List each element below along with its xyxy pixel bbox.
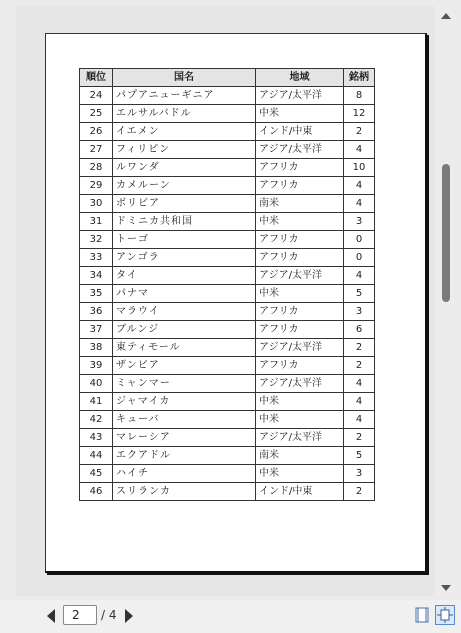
- table-row: [80, 285, 375, 303]
- next-page-button[interactable]: [123, 608, 135, 624]
- cell-count: 2: [344, 339, 375, 357]
- table-row: [80, 321, 375, 339]
- cell-country: スリランカ: [113, 483, 256, 501]
- cell-count: 4: [344, 141, 375, 159]
- cell-country: ミャンマー: [113, 375, 256, 393]
- cell-rank: 26: [80, 123, 113, 141]
- cell-count: 3: [344, 303, 375, 321]
- cell-count: 4: [344, 195, 375, 213]
- cell-count: 2: [344, 123, 375, 141]
- cell-count: 10: [344, 159, 375, 177]
- page-width-button[interactable]: [413, 605, 431, 625]
- table-row: [80, 213, 375, 231]
- preview-page: [45, 33, 427, 573]
- cell-count: 4: [344, 177, 375, 195]
- cell-country: エクアドル: [113, 447, 256, 465]
- header-rank: 順位: [80, 69, 113, 87]
- cell-country: カメルーン: [113, 177, 256, 195]
- cell-region: アフリカ: [256, 231, 344, 249]
- cell-rank: 38: [80, 339, 113, 357]
- page-total-label: / 4: [101, 608, 117, 622]
- cell-region: 中米: [256, 465, 344, 483]
- cell-rank: 41: [80, 393, 113, 411]
- cell-count: 4: [344, 267, 375, 285]
- table-row: [80, 231, 375, 249]
- cell-rank: 42: [80, 411, 113, 429]
- cell-region: アジア/太平洋: [256, 375, 344, 393]
- cell-country: イエメン: [113, 123, 256, 141]
- whole-page-button[interactable]: [435, 605, 455, 625]
- table-row: [80, 267, 375, 285]
- header-country: 国名: [113, 69, 256, 87]
- cell-rank: 40: [80, 375, 113, 393]
- cell-country: キューバ: [113, 411, 256, 429]
- table-header-row: [80, 69, 375, 87]
- cell-country: マラウイ: [113, 303, 256, 321]
- cell-region: インド/中東: [256, 123, 344, 141]
- ranking-table: [79, 68, 375, 501]
- header-count: 銘柄: [344, 69, 375, 87]
- cell-region: アフリカ: [256, 177, 344, 195]
- table-row: [80, 429, 375, 447]
- table-row: [80, 177, 375, 195]
- table-row: [80, 159, 375, 177]
- cell-region: アジア/太平洋: [256, 87, 344, 105]
- scroll-down-button[interactable]: [437, 580, 455, 596]
- cell-country: タイ: [113, 267, 256, 285]
- cell-country: ドミニカ共和国: [113, 213, 256, 231]
- cell-rank: 34: [80, 267, 113, 285]
- cell-rank: 24: [80, 87, 113, 105]
- cell-region: アジア/太平洋: [256, 429, 344, 447]
- cell-country: アンゴラ: [113, 249, 256, 267]
- cell-country: エルサルバドル: [113, 105, 256, 123]
- cell-count: 4: [344, 393, 375, 411]
- cell-rank: 44: [80, 447, 113, 465]
- cell-rank: 35: [80, 285, 113, 303]
- cell-country: ジャマイカ: [113, 393, 256, 411]
- cell-country: パナマ: [113, 285, 256, 303]
- table-row: [80, 411, 375, 429]
- cell-count: 3: [344, 465, 375, 483]
- table-row: [80, 483, 375, 501]
- cell-count: 0: [344, 249, 375, 267]
- cell-count: 4: [344, 411, 375, 429]
- table-row: [80, 123, 375, 141]
- cell-region: インド/中東: [256, 483, 344, 501]
- cell-country: ザンビア: [113, 357, 256, 375]
- cell-region: アフリカ: [256, 303, 344, 321]
- table-row: [80, 87, 375, 105]
- cell-rank: 43: [80, 429, 113, 447]
- cell-country: 東ティモール: [113, 339, 256, 357]
- cell-country: トーゴ: [113, 231, 256, 249]
- cell-country: フィリピン: [113, 141, 256, 159]
- cell-region: 中米: [256, 393, 344, 411]
- vertical-scrollbar[interactable]: [437, 6, 455, 598]
- triangle-left-icon: [47, 609, 55, 623]
- cell-count: 2: [344, 357, 375, 375]
- previous-page-button[interactable]: [45, 608, 57, 624]
- cell-rank: 30: [80, 195, 113, 213]
- triangle-right-icon: [125, 609, 133, 623]
- scroll-thumb[interactable]: [442, 164, 450, 302]
- table-row: [80, 303, 375, 321]
- cell-rank: 33: [80, 249, 113, 267]
- cell-country: ルワンダ: [113, 159, 256, 177]
- cell-rank: 39: [80, 357, 113, 375]
- cell-count: 5: [344, 447, 375, 465]
- cell-rank: 27: [80, 141, 113, 159]
- cell-count: 2: [344, 483, 375, 501]
- table-row: [80, 339, 375, 357]
- cell-region: 中米: [256, 285, 344, 303]
- table-row: [80, 357, 375, 375]
- cell-region: アジア/太平洋: [256, 141, 344, 159]
- cell-count: 3: [344, 213, 375, 231]
- cell-rank: 28: [80, 159, 113, 177]
- cell-rank: 45: [80, 465, 113, 483]
- cell-region: 中米: [256, 105, 344, 123]
- cell-region: アジア/太平洋: [256, 267, 344, 285]
- cell-count: 8: [344, 87, 375, 105]
- cell-rank: 32: [80, 231, 113, 249]
- cell-country: ボリビア: [113, 195, 256, 213]
- table-row: [80, 465, 375, 483]
- cell-region: 南米: [256, 447, 344, 465]
- cell-count: 2: [344, 429, 375, 447]
- cell-region: アフリカ: [256, 321, 344, 339]
- cell-count: 6: [344, 321, 375, 339]
- cell-count: 12: [344, 105, 375, 123]
- cell-country: パプアニューギニア: [113, 87, 256, 105]
- table-row: [80, 375, 375, 393]
- cell-region: アフリカ: [256, 249, 344, 267]
- cell-region: アフリカ: [256, 357, 344, 375]
- whole-page-icon: [437, 607, 453, 623]
- cell-region: 中米: [256, 213, 344, 231]
- cell-region: アフリカ: [256, 159, 344, 177]
- cell-rank: 46: [80, 483, 113, 501]
- table-row: [80, 393, 375, 411]
- cell-count: 5: [344, 285, 375, 303]
- cell-region: 南米: [256, 195, 344, 213]
- cell-region: アジア/太平洋: [256, 339, 344, 357]
- cell-rank: 29: [80, 177, 113, 195]
- cell-country: ハイチ: [113, 465, 256, 483]
- triangle-up-icon: [441, 13, 451, 19]
- cell-count: 4: [344, 375, 375, 393]
- preview-toolbar: [0, 600, 461, 633]
- cell-rank: 31: [80, 213, 113, 231]
- table-row: [80, 105, 375, 123]
- cell-rank: 25: [80, 105, 113, 123]
- table-row: [80, 141, 375, 159]
- header-region: 地域: [256, 69, 344, 87]
- table-row: [80, 195, 375, 213]
- cell-rank: 36: [80, 303, 113, 321]
- cell-rank: 37: [80, 321, 113, 339]
- table-row: [80, 249, 375, 267]
- cell-country: ブルンジ: [113, 321, 256, 339]
- cell-country: マレーシア: [113, 429, 256, 447]
- cell-count: 0: [344, 231, 375, 249]
- scroll-up-button[interactable]: [437, 8, 455, 24]
- page-width-icon: [415, 607, 429, 623]
- triangle-down-icon: [441, 585, 451, 591]
- table-body: [80, 87, 375, 501]
- page-number-input[interactable]: [63, 605, 97, 625]
- cell-region: 中米: [256, 411, 344, 429]
- table-row: [80, 447, 375, 465]
